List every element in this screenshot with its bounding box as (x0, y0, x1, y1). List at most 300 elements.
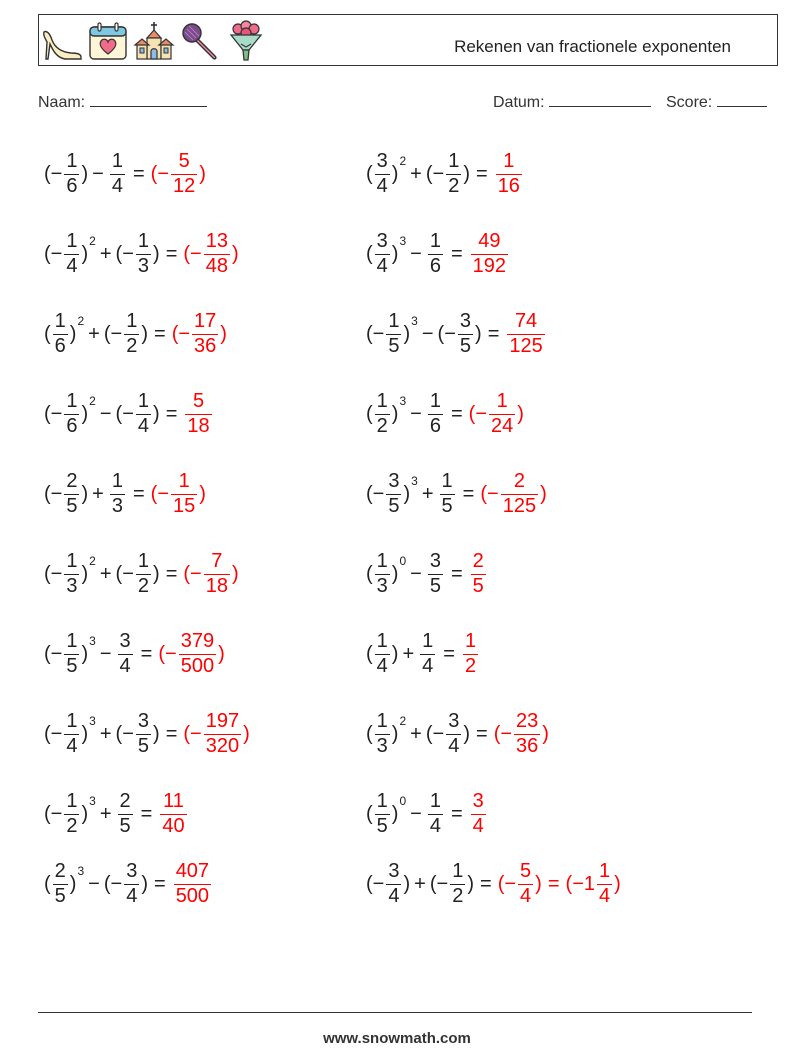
denominator: 2 (376, 414, 388, 437)
operator: − (122, 562, 134, 585)
exponent: 0 (399, 794, 407, 808)
denominator: 320 (205, 734, 240, 757)
numerator: 1 (422, 629, 434, 652)
parenthesis: ( (158, 642, 166, 665)
parenthesis: ( (150, 482, 158, 505)
parenthesis: ( (366, 722, 373, 745)
fraction (118, 791, 133, 837)
numerator: 74 (514, 309, 538, 332)
exponent: 3 (89, 714, 96, 728)
calendar-heart-icon (87, 20, 129, 62)
problem-2 (366, 144, 524, 204)
denominator: 4 (376, 174, 388, 197)
operator: − (50, 642, 63, 665)
parenthesis: ) (391, 162, 399, 185)
denominator: 5 (66, 654, 78, 677)
operator: + (402, 642, 415, 665)
answer (469, 551, 488, 597)
denominator: 12 (173, 174, 196, 197)
numerator: 5 (520, 859, 532, 882)
parenthesis: ( (493, 722, 501, 745)
operator: − (410, 402, 422, 425)
parenthesis: ) (614, 872, 621, 895)
operator: − (500, 722, 513, 745)
parenthesis: ( (115, 242, 123, 265)
denominator: 6 (66, 174, 78, 197)
operator: − (372, 872, 385, 895)
parenthesis: ) (199, 162, 206, 185)
fraction (64, 231, 79, 277)
numerator: 3 (376, 229, 388, 252)
fraction (514, 711, 540, 757)
parenthesis: ) (542, 722, 549, 745)
fraction (136, 711, 151, 757)
equals-sign: = (165, 242, 178, 265)
answer (172, 861, 213, 907)
parenthesis: ) (391, 242, 399, 265)
problem-17 (44, 784, 189, 844)
parenthesis: ( (497, 872, 505, 895)
equals-sign: = (450, 562, 463, 585)
parenthesis: ) (403, 322, 411, 345)
numerator: 1 (452, 859, 464, 882)
denominator: 5 (119, 814, 131, 837)
operator: − (50, 482, 63, 505)
answer (183, 231, 238, 277)
numerator: 7 (211, 549, 223, 572)
fraction (171, 151, 197, 197)
worksheet-header (38, 14, 778, 66)
numerator: 2 (472, 549, 484, 572)
problem-4 (366, 224, 510, 284)
score-blank-line[interactable] (717, 92, 767, 107)
date-field[interactable] (493, 92, 651, 112)
denominator: 4 (119, 654, 131, 677)
equals-sign: = (450, 242, 463, 265)
exponent: 3 (77, 864, 85, 878)
problem-18 (366, 784, 488, 844)
numerator: 1 (376, 709, 388, 732)
fraction (463, 631, 478, 677)
answer (505, 311, 546, 357)
denominator: 500 (180, 654, 215, 677)
equals-sign: = (140, 802, 153, 825)
parenthesis: ) (141, 322, 148, 345)
fraction (386, 311, 401, 357)
flower-bouquet-icon (225, 20, 267, 62)
numerator: 3 (119, 629, 131, 652)
denominator: 6 (429, 414, 441, 437)
denominator: 3 (111, 494, 123, 517)
parenthesis: ) (153, 242, 160, 265)
operator: − (432, 162, 445, 185)
parenthesis: ) (391, 802, 399, 825)
parenthesis: ) (231, 562, 239, 585)
numerator: 49 (478, 229, 501, 252)
numerator: 5 (178, 149, 190, 172)
operator: − (110, 322, 123, 345)
numerator: 1 (66, 389, 78, 412)
problem-3 (44, 224, 239, 284)
parenthesis: ( (44, 802, 51, 825)
parenthesis: ) (467, 872, 474, 895)
parenthesis: ) (231, 242, 239, 265)
fraction (204, 711, 241, 757)
exponent: 3 (399, 394, 407, 408)
fraction (64, 551, 79, 597)
fraction (375, 231, 390, 277)
fraction (507, 311, 544, 357)
fraction (64, 151, 79, 197)
fraction (446, 151, 461, 197)
parenthesis: ) (81, 402, 89, 425)
operator: − (190, 722, 202, 745)
operator: − (50, 802, 63, 825)
operator: − (372, 322, 385, 345)
parenthesis: ) (535, 872, 542, 895)
operator: − (372, 482, 385, 505)
high-heel-shoe-icon (41, 20, 83, 62)
fraction (124, 311, 139, 357)
parenthesis: ) (81, 162, 89, 185)
answer (461, 631, 480, 677)
numerator: 3 (388, 469, 400, 492)
answer (158, 631, 224, 677)
denominator: 125 (502, 494, 537, 517)
fraction (64, 791, 79, 837)
fraction (375, 631, 390, 677)
numerator: 3 (388, 859, 400, 882)
problem-5 (44, 304, 227, 364)
exponent: 2 (89, 554, 96, 568)
answer (498, 861, 621, 907)
parenthesis: ) (81, 802, 89, 825)
denominator: 18 (187, 414, 210, 437)
numerator: 197 (205, 709, 240, 732)
denominator: 5 (472, 574, 484, 597)
operator: − (99, 402, 112, 425)
equals-sign: = (140, 642, 153, 665)
numerator: 1 (441, 469, 453, 492)
equals-sign: = (547, 872, 560, 895)
name-field[interactable] (38, 92, 207, 112)
fraction (136, 231, 151, 277)
numerator: 2 (66, 469, 78, 492)
parenthesis: ( (366, 242, 373, 265)
answer (183, 391, 213, 437)
operator: − (436, 872, 449, 895)
fraction (428, 551, 443, 597)
operator: − (92, 162, 104, 185)
parenthesis: ) (463, 162, 470, 185)
parenthesis: ( (425, 162, 433, 185)
operator: − (421, 322, 434, 345)
denominator: 4 (66, 254, 78, 277)
answer (158, 791, 188, 837)
operator: − (190, 242, 202, 265)
denominator: 5 (54, 884, 66, 907)
exponent: 3 (89, 794, 96, 808)
numerator: 1 (178, 469, 190, 492)
numerator: 1 (126, 309, 138, 332)
denominator: 4 (599, 884, 611, 907)
fraction (375, 391, 390, 437)
problem-19 (44, 854, 213, 914)
equals-sign: = (443, 642, 455, 665)
parenthesis: ( (115, 402, 123, 425)
numerator: 1 (66, 629, 78, 652)
operator: − (475, 402, 488, 425)
parenthesis: ) (391, 562, 399, 585)
parenthesis: ) (391, 642, 399, 665)
problem-8 (366, 384, 524, 444)
fraction (136, 391, 151, 437)
operator: − (50, 402, 63, 425)
parenthesis: ( (183, 562, 191, 585)
fraction (386, 861, 401, 907)
parenthesis: ) (220, 322, 227, 345)
denominator: 4 (472, 814, 484, 837)
operator: − (110, 872, 123, 895)
exponent: 2 (399, 714, 407, 728)
equals-sign: = (132, 482, 145, 505)
problem-11 (44, 544, 239, 604)
parenthesis: ( (429, 872, 437, 895)
fraction (171, 471, 197, 517)
equals-sign: = (462, 482, 475, 505)
microphone-icon (179, 20, 221, 62)
fraction (160, 791, 186, 837)
denominator: 4 (137, 414, 150, 437)
operator: − (157, 482, 170, 505)
fraction (64, 471, 79, 517)
numerator: 17 (194, 309, 217, 332)
denominator: 6 (429, 254, 441, 277)
denominator: 4 (520, 884, 532, 907)
operator: − (165, 642, 177, 665)
parenthesis: ( (468, 402, 476, 425)
parenthesis: ( (366, 322, 373, 345)
worksheet-title: Rekenen van fractionele exponenten (454, 37, 731, 56)
operator: − (432, 722, 445, 745)
denominator: 15 (173, 494, 196, 517)
parenthesis: ( (366, 482, 373, 505)
parenthesis: ( (480, 482, 488, 505)
operator: − (504, 872, 517, 895)
problem-6 (366, 304, 547, 364)
parenthesis: ) (475, 322, 482, 345)
fraction (458, 311, 473, 357)
footer-website[interactable]: www.snowmath.com (323, 1030, 471, 1047)
denominator: 4 (376, 654, 388, 677)
fraction (192, 311, 218, 357)
parenthesis: ) (403, 482, 411, 505)
numerator: 5 (192, 389, 205, 412)
fraction (185, 391, 211, 437)
parenthesis: ) (540, 482, 547, 505)
fraction (471, 231, 508, 277)
answer (494, 711, 549, 757)
numerator: 379 (180, 629, 215, 652)
fraction (501, 471, 538, 517)
denominator: 192 (472, 254, 507, 277)
parenthesis: ) (69, 872, 77, 895)
fraction (471, 551, 486, 597)
parenthesis: ( (44, 162, 51, 185)
denominator: 125 (509, 334, 543, 357)
parenthesis: ) (243, 722, 250, 745)
score-field[interactable] (666, 92, 767, 112)
denominator: 36 (516, 734, 539, 757)
numerator: 1 (376, 389, 388, 412)
denominator: 16 (497, 174, 520, 197)
numerator: 23 (516, 709, 539, 732)
problem-12 (366, 544, 488, 604)
exponent: 3 (399, 234, 407, 248)
denominator: 4 (422, 654, 434, 677)
parenthesis: ( (183, 242, 191, 265)
fraction (204, 551, 230, 597)
equals-sign: = (132, 162, 145, 185)
answer (469, 391, 524, 437)
denominator: 5 (459, 334, 472, 357)
equals-sign: = (165, 562, 178, 585)
numerator: 1 (429, 229, 441, 252)
numerator: 1 (66, 229, 78, 252)
numerator: 1 (496, 389, 508, 412)
denominator: 5 (429, 574, 441, 597)
fraction (375, 711, 390, 757)
fraction (518, 861, 533, 907)
numerator: 13 (205, 229, 228, 252)
fraction (428, 791, 443, 837)
parenthesis: ( (44, 722, 51, 745)
numerator: 1 (376, 789, 388, 812)
fraction (110, 151, 125, 197)
answer (469, 791, 488, 837)
fraction (446, 711, 461, 757)
denominator: 5 (137, 734, 150, 757)
exponent: 2 (399, 154, 407, 168)
parenthesis: ( (44, 402, 51, 425)
equals-sign: = (476, 722, 488, 745)
problem-15 (44, 704, 250, 764)
problem-9 (44, 464, 206, 524)
name-blank-line[interactable] (90, 92, 207, 107)
operator: − (122, 722, 134, 745)
parenthesis: ) (403, 872, 411, 895)
denominator: 6 (54, 334, 66, 357)
equals-sign: = (476, 162, 488, 185)
operator: − (410, 802, 422, 825)
exponent: 3 (411, 314, 418, 328)
parenthesis: ( (44, 242, 51, 265)
operator: − (410, 562, 422, 585)
numerator: 1 (388, 309, 400, 332)
fraction (496, 151, 522, 197)
parenthesis: ( (425, 722, 433, 745)
numerator: 1 (429, 789, 441, 812)
numerator: 1 (376, 549, 388, 572)
numerator: 3 (448, 709, 460, 732)
operator: − (50, 722, 63, 745)
denominator: 500 (175, 884, 210, 907)
fraction (471, 791, 486, 837)
numerator: 1 (599, 859, 611, 882)
problem-16 (366, 704, 549, 764)
denominator: 5 (376, 814, 388, 837)
parenthesis: ( (437, 322, 445, 345)
problem-14 (366, 624, 480, 684)
parenthesis: ( (171, 322, 179, 345)
parenthesis: ( (44, 872, 51, 895)
fraction (64, 631, 79, 677)
church-icon (133, 20, 175, 62)
parenthesis: ) (81, 482, 89, 505)
parenthesis: ( (115, 562, 123, 585)
numerator: 2 (513, 469, 525, 492)
answer (151, 471, 206, 517)
exponent: 3 (411, 474, 418, 488)
numerator: 1 (111, 149, 123, 172)
fraction (179, 631, 216, 677)
denominator: 5 (66, 494, 78, 517)
parenthesis: ) (81, 722, 89, 745)
parenthesis: ) (199, 482, 206, 505)
score-label: Score: (666, 94, 713, 111)
operator: − (122, 242, 134, 265)
operator: − (50, 242, 63, 265)
parenthesis: ( (366, 162, 373, 185)
parenthesis: ) (141, 872, 148, 895)
parenthesis: ( (183, 722, 191, 745)
denominator: 4 (111, 174, 123, 197)
parenthesis: ( (44, 482, 51, 505)
exponent: 2 (89, 234, 96, 248)
parenthesis: ( (366, 872, 373, 895)
parenthesis: ) (153, 562, 160, 585)
parenthesis: ( (115, 722, 123, 745)
operator: + (99, 242, 112, 265)
denominator: 36 (194, 334, 217, 357)
answer (183, 711, 249, 757)
exponent: 3 (89, 634, 96, 648)
operator: + (92, 482, 104, 505)
denominator: 4 (448, 734, 460, 757)
parenthesis: ( (44, 642, 51, 665)
fraction (136, 551, 151, 597)
denominator: 48 (205, 254, 228, 277)
fraction (489, 391, 515, 437)
denominator: 5 (388, 334, 400, 357)
date-blank-line[interactable] (549, 92, 651, 107)
operator: + (99, 562, 112, 585)
denominator: 24 (491, 414, 514, 437)
fraction (386, 471, 401, 517)
denominator: 4 (429, 814, 441, 837)
parenthesis: ( (366, 802, 373, 825)
header-icons (41, 19, 267, 63)
fraction (110, 471, 125, 517)
fraction (375, 791, 390, 837)
problem-10 (366, 464, 547, 524)
denominator: 5 (388, 494, 400, 517)
answer (480, 471, 546, 517)
numerator: 3 (472, 789, 484, 812)
name-label: Naam: (38, 94, 86, 111)
exponent: 0 (399, 554, 407, 568)
numerator: 3 (137, 709, 150, 732)
